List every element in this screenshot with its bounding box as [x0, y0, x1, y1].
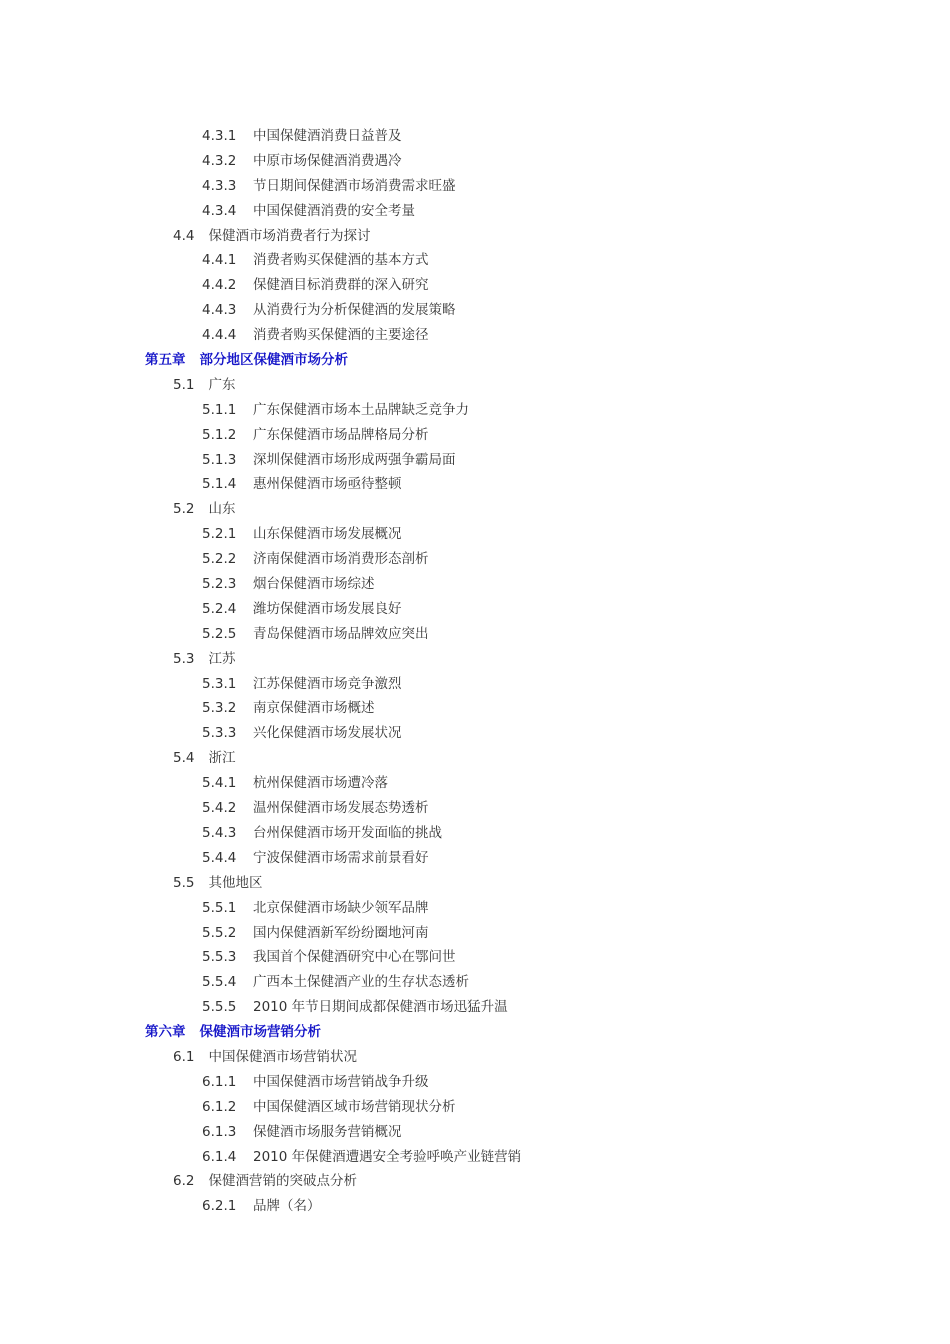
toc-item-title: 我国首个保健酒研究中心在鄂问世: [253, 949, 456, 966]
toc-subsection-item: [0, 448, 950, 473]
toc-subsection-item: [0, 721, 950, 746]
toc-section-item: [0, 497, 950, 522]
toc-item-number: 5.3.1: [202, 675, 237, 692]
toc-item-title: 品牌（名）: [253, 1198, 321, 1215]
toc-item-number: 6.1.1: [202, 1073, 237, 1090]
toc-section-item: [0, 1045, 950, 1070]
toc-item-number: 6.1.3: [202, 1123, 237, 1140]
toc-item-number: 5.4: [173, 750, 195, 767]
toc-item-title: 广东保健酒市场本土品牌缺乏竞争力: [253, 401, 469, 418]
toc-subsection-item: [0, 921, 950, 946]
toc-item-number: 第五章: [145, 352, 186, 369]
toc-subsection-item: [0, 672, 950, 697]
toc-item-number: 5.5.3: [202, 949, 237, 966]
toc-subsection-item: [0, 622, 950, 647]
toc-item-title: 浙江: [208, 750, 236, 767]
toc-item-number: 第六章: [145, 1024, 186, 1041]
toc-item-number: 5.1.1: [202, 401, 237, 418]
toc-subsection-item: [0, 323, 950, 348]
toc-item-title: 山东保健酒市场发展概况: [253, 526, 402, 543]
toc-subsection-item: [0, 1194, 950, 1219]
toc-subsection-item: [0, 846, 950, 871]
toc-item-title: 2010 年保健酒遭遇安全考验呼唤产业链营销: [253, 1148, 522, 1165]
toc-subsection-item: [0, 945, 950, 970]
toc-item-number: 5.2.4: [202, 600, 237, 617]
toc-subsection-item: [0, 796, 950, 821]
toc-item-number: 5.2.5: [202, 625, 237, 642]
toc-section-item: [0, 871, 950, 896]
toc-subsection-item: [0, 472, 950, 497]
toc-section-item: [0, 746, 950, 771]
toc-item-title: 国内保健酒新军纷纷圈地河南: [253, 924, 429, 941]
toc-subsection-item: [0, 896, 950, 921]
toc-item-number: 5.5.2: [202, 924, 237, 941]
toc-section-item: [0, 224, 950, 249]
toc-item-title: 从消费行为分析保健酒的发展策略: [253, 302, 456, 319]
toc-item-title: 台州保健酒市场开发面临的挑战: [253, 824, 442, 841]
toc-subsection-item: [0, 771, 950, 796]
toc-subsection-item: [0, 124, 950, 149]
toc-item-number: 5.2.1: [202, 526, 237, 543]
toc-item-number: 4.3.3: [202, 177, 237, 194]
toc-item-title: 消费者购买保健酒的基本方式: [253, 252, 429, 269]
toc-item-title: 其他地区: [208, 874, 263, 891]
toc-subsection-item: [0, 248, 950, 273]
toc-item-number: 6.1.2: [202, 1098, 237, 1115]
toc-subsection-item: [0, 696, 950, 721]
toc-item-title: 2010 年节日期间成都保健酒市场迅猛升温: [253, 999, 508, 1016]
toc-item-title: 广东保健酒市场品牌格局分析: [253, 426, 429, 443]
toc-subsection-item: [0, 1095, 950, 1120]
toc-item-number: 6.2: [173, 1173, 195, 1190]
toc-item-number: 4.3.4: [202, 202, 237, 219]
toc-item-title: 保健酒营销的突破点分析: [208, 1173, 357, 1190]
toc-item-title: 中国保健酒市场营销战争升级: [253, 1073, 429, 1090]
toc-item-title: 深圳保健酒市场形成两强争霸局面: [253, 451, 456, 468]
toc-item-number: 4.3.2: [202, 152, 237, 169]
toc-subsection-item: [0, 174, 950, 199]
toc-section-item: [0, 647, 950, 672]
toc-section-item: [0, 373, 950, 398]
toc-item-number: 6.1.4: [202, 1148, 237, 1165]
toc-subsection-item: [0, 149, 950, 174]
toc-item-title: 保健酒目标消费群的深入研究: [253, 277, 429, 294]
toc-item-number: 6.2.1: [202, 1198, 237, 1215]
toc-item-number: 4.4: [173, 227, 195, 244]
toc-item-number: 5.4.1: [202, 775, 237, 792]
toc-item-title: 烟台保健酒市场综述: [253, 576, 375, 593]
toc-item-title: 温州保健酒市场发展态势透析: [253, 800, 429, 817]
toc-subsection-item: [0, 970, 950, 995]
toc-item-title: 山东: [208, 501, 236, 518]
toc-subsection-item: [0, 1070, 950, 1095]
toc-item-title: 节日期间保健酒市场消费需求旺盛: [253, 177, 456, 194]
toc-subsection-item: [0, 273, 950, 298]
toc-item-number: 5.2: [173, 501, 195, 518]
toc-item-title: 中国保健酒市场营销状况: [208, 1048, 357, 1065]
toc-item-number: 5.4.4: [202, 849, 237, 866]
toc-item-title: 中原市场保健酒消费遇冷: [253, 152, 402, 169]
toc-item-number: 5.3: [173, 650, 195, 667]
toc-subsection-item: [0, 995, 950, 1020]
toc-item-title: 北京保健酒市场缺少领军品牌: [253, 899, 429, 916]
toc-chapter-heading: [0, 348, 950, 373]
toc-item-number: 5.3.2: [202, 700, 237, 717]
toc-chapter-heading: [0, 1020, 950, 1045]
toc-item-number: 5.5.5: [202, 999, 237, 1016]
toc-item-title: 中国保健酒消费的安全考量: [253, 202, 415, 219]
toc-item-title: 江苏保健酒市场竞争激烈: [253, 675, 402, 692]
toc-item-title: 保健酒市场营销分析: [199, 1024, 321, 1041]
toc-item-title: 广西本土保健酒产业的生存状态透析: [253, 974, 469, 991]
toc-item-number: 5.4.3: [202, 824, 237, 841]
toc-item-number: 5.2.3: [202, 576, 237, 593]
toc-subsection-item: [0, 1145, 950, 1170]
toc-subsection-item: [0, 199, 950, 224]
toc-item-title: 保健酒市场服务营销概况: [253, 1123, 402, 1140]
toc-item-title: 中国保健酒消费日益普及: [253, 128, 402, 144]
toc-item-number: 4.4.2: [202, 277, 237, 294]
toc-item-number: 5.4.2: [202, 800, 237, 817]
toc-subsection-item: [0, 1120, 950, 1145]
toc-item-title: 兴化保健酒市场发展状况: [253, 725, 402, 742]
toc-item-number: 5.1.4: [202, 476, 237, 493]
toc-item-title: 青岛保健酒市场品牌效应突出: [253, 625, 429, 642]
toc-item-number: 4.4.1: [202, 252, 237, 269]
toc-section-item: [0, 1169, 950, 1194]
toc-item-number: 5.2.2: [202, 551, 237, 568]
toc-item-title: 宁波保健酒市场需求前景看好: [253, 849, 429, 866]
toc-subsection-item: [0, 398, 950, 423]
toc-subsection-item: [0, 423, 950, 448]
toc-item-number: 5.5.1: [202, 899, 237, 916]
toc-item-title: 济南保健酒市场消费形态剖析: [253, 551, 429, 568]
toc-item-title: 南京保健酒市场概述: [253, 700, 375, 717]
toc-item-title: 部分地区保健酒市场分析: [199, 352, 348, 369]
toc-subsection-item: [0, 597, 950, 622]
toc-item-number: 4.4.4: [202, 327, 237, 344]
toc-subsection-item: [0, 572, 950, 597]
toc-subsection-item: [0, 547, 950, 572]
toc-item-title: 消费者购买保健酒的主要途径: [253, 327, 429, 344]
toc-item-title: 杭州保健酒市场遭冷落: [253, 775, 388, 792]
table-of-contents: [0, 124, 950, 1219]
toc-item-title: 保健酒市场消费者行为探讨: [208, 227, 371, 244]
toc-item-title: 中国保健酒区域市场营销现状分析: [253, 1098, 456, 1115]
toc-item-number: 5.1.2: [202, 426, 237, 443]
toc-item-number: 5.5.4: [202, 974, 237, 991]
toc-item-number: 5.1.3: [202, 451, 237, 468]
toc-subsection-item: [0, 821, 950, 846]
toc-item-number: 5.1: [173, 376, 195, 393]
toc-item-title: 潍坊保健酒市场发展良好: [253, 600, 402, 617]
toc-item-number: 6.1: [173, 1048, 195, 1065]
toc-item-number: 4.4.3: [202, 302, 237, 319]
toc-item-title: 惠州保健酒市场亟待整顿: [253, 476, 402, 493]
toc-subsection-item: [0, 298, 950, 323]
toc-item-title: 广东: [208, 376, 236, 393]
toc-item-title: 江苏: [208, 650, 236, 667]
toc-subsection-item: [0, 522, 950, 547]
toc-item-number: 5.5: [173, 874, 195, 891]
toc-item-number: 4.3.1: [202, 128, 237, 144]
toc-item-number: 5.3.3: [202, 725, 237, 742]
